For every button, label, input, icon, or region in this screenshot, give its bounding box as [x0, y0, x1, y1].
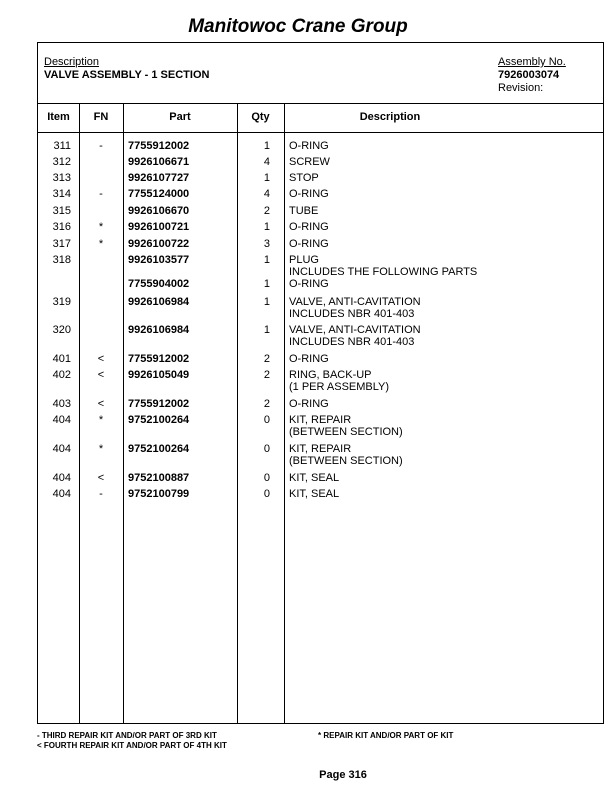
quantity: 1: [263, 324, 270, 336]
revision-label: Revision:: [498, 82, 544, 94]
item-number: 317: [52, 238, 71, 250]
quantity: 2: [263, 398, 270, 410]
fn-marker: *: [98, 238, 104, 250]
footnotes-left: [37, 731, 227, 751]
part-number: 9926100722: [128, 238, 190, 250]
part-number: 9926106984: [128, 324, 190, 336]
column-header-qty: Qty: [251, 111, 270, 123]
part-number: 7755912002: [128, 398, 190, 410]
part-description: KIT, REPAIR: [289, 414, 352, 426]
fn-marker: <: [97, 369, 105, 381]
part-description: VALVE, ANTI-CAVITATION: [289, 324, 421, 336]
fn-marker: -: [99, 488, 103, 500]
part-number: 9926105049: [128, 369, 190, 381]
item-number: 402: [52, 369, 71, 381]
quantity: 1: [263, 296, 270, 308]
part-number: 9926100721: [128, 221, 190, 233]
part-description-note: INCLUDES NBR 401-403: [289, 336, 415, 348]
part-number: 9926107727: [128, 172, 190, 184]
fn-marker: <: [97, 353, 105, 365]
fn-marker: *: [98, 221, 104, 233]
quantity: 0: [263, 472, 270, 484]
footnote-fourth-kit: < FOURTH REPAIR KIT AND/OR PART OF 4TH KIT: [37, 741, 227, 750]
footnote-repair-kit: * REPAIR KIT AND/OR PART OF KIT: [318, 731, 454, 740]
part-number: 7755904002: [128, 278, 190, 290]
part-description: STOP: [289, 172, 319, 184]
quantity: 1: [263, 254, 270, 266]
part-description-note: INCLUDES THE FOLLOWING PARTS: [289, 266, 478, 278]
assembly-number-label: Assembly No.: [498, 56, 566, 68]
part-description-note: (1 PER ASSEMBLY): [289, 381, 390, 393]
assembly-description: VALVE ASSEMBLY - 1 SECTION: [44, 69, 210, 81]
part-description: KIT, SEAL: [289, 488, 340, 500]
part-description: O-RING: [289, 353, 329, 365]
part-description: O-RING: [289, 140, 329, 152]
item-number: 320: [52, 324, 71, 336]
quantity: 1: [263, 172, 270, 184]
part-number: 7755912002: [128, 353, 190, 365]
part-description: O-RING: [289, 278, 329, 290]
quantity: 0: [263, 414, 270, 426]
item-number: 401: [52, 353, 71, 365]
part-description: PLUG: [289, 254, 319, 266]
item-number: 316: [52, 221, 71, 233]
part-number: 9926103577: [128, 254, 190, 266]
item-number: 318: [52, 254, 71, 266]
column-header-part: Part: [169, 111, 191, 123]
footnotes-right: [318, 731, 453, 741]
item-number: 404: [52, 472, 71, 484]
item-number: 313: [52, 172, 71, 184]
part-description-note: (BETWEEN SECTION): [289, 426, 403, 438]
item-number: 319: [52, 296, 71, 308]
fn-marker: <: [97, 398, 105, 410]
part-description: SCREW: [289, 156, 330, 168]
parts-table-frame: [37, 42, 604, 724]
column-divider: [284, 104, 285, 723]
description-label: Description: [44, 56, 100, 68]
part-description: RING, BACK-UP: [289, 369, 372, 381]
quantity: 2: [263, 205, 270, 217]
assembly-number: 7926003074: [498, 69, 560, 81]
part-number: 9752100799: [128, 488, 190, 500]
part-number: 9752100264: [128, 414, 190, 426]
part-description: KIT, REPAIR: [289, 443, 352, 455]
quantity: 2: [263, 353, 270, 365]
document-title: Manitowoc Crane Group: [188, 16, 408, 37]
part-number: 7755912002: [128, 140, 190, 152]
column-header-item: Item: [47, 111, 70, 123]
page-number: Page 316: [319, 769, 367, 781]
fn-marker: *: [98, 414, 104, 426]
quantity: 0: [263, 443, 270, 455]
quantity: 4: [263, 188, 270, 200]
part-description: KIT, SEAL: [289, 472, 340, 484]
part-number: 7755124000: [128, 188, 190, 200]
part-description: TUBE: [289, 205, 319, 217]
quantity: 0: [263, 488, 270, 500]
column-header-description: Description: [359, 111, 421, 123]
quantity: 1: [263, 278, 270, 290]
item-number: 315: [52, 205, 71, 217]
part-description: O-RING: [289, 221, 329, 233]
part-description: O-RING: [289, 188, 329, 200]
part-description-note: INCLUDES NBR 401-403: [289, 308, 415, 320]
part-number: 9752100887: [128, 472, 190, 484]
item-number: 404: [52, 488, 71, 500]
part-number: 9752100264: [128, 443, 190, 455]
item-number: 403: [52, 398, 71, 410]
part-number: 9926106670: [128, 205, 190, 217]
item-number: 314: [52, 188, 71, 200]
part-description: O-RING: [289, 398, 329, 410]
item-number: 404: [52, 443, 71, 455]
part-description: VALVE, ANTI-CAVITATION: [289, 296, 421, 308]
fn-marker: *: [98, 443, 104, 455]
part-description-note: (BETWEEN SECTION): [289, 455, 403, 467]
part-number: 9926106671: [128, 156, 190, 168]
quantity: 1: [263, 140, 270, 152]
fn-marker: -: [99, 140, 103, 152]
quantity: 4: [263, 156, 270, 168]
fn-marker: <: [97, 472, 105, 484]
item-number: 312: [52, 156, 71, 168]
item-number: 404: [52, 414, 71, 426]
footnote-third-kit: - THIRD REPAIR KIT AND/OR PART OF 3RD KIT: [37, 731, 217, 740]
part-number: 9926106984: [128, 296, 190, 308]
part-description: O-RING: [289, 238, 329, 250]
item-number: 311: [53, 140, 71, 152]
fn-marker: -: [99, 188, 103, 200]
column-divider: [123, 104, 124, 723]
column-header-fn: FN: [93, 111, 109, 123]
quantity: 2: [263, 369, 270, 381]
quantity: 1: [263, 221, 270, 233]
quantity: 3: [263, 238, 270, 250]
